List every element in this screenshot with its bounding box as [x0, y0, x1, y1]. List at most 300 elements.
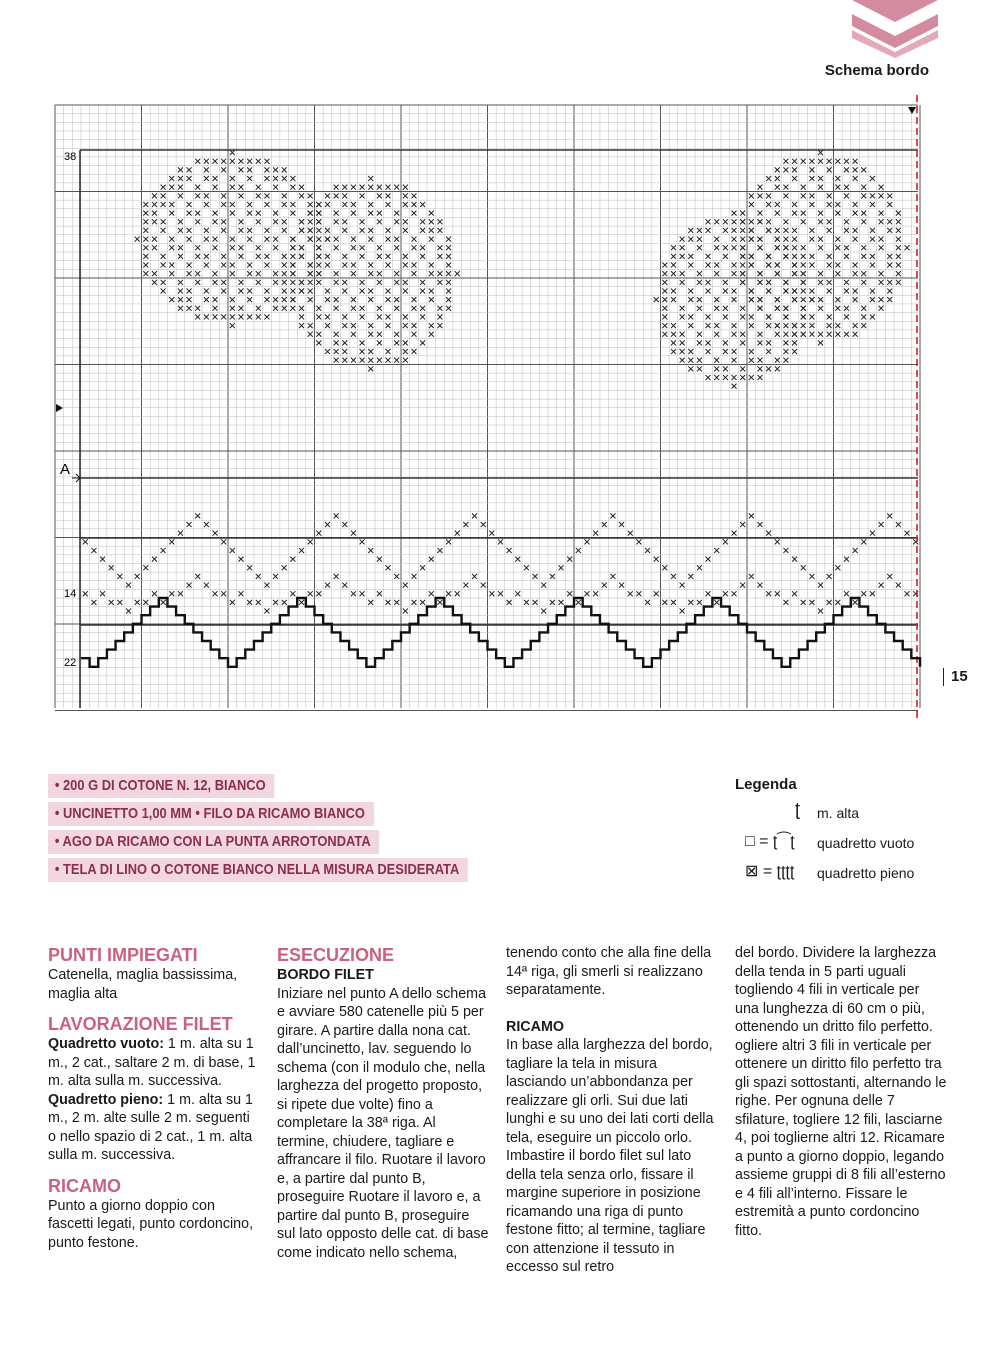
cross-mark — [230, 245, 235, 250]
cross-mark — [723, 245, 728, 250]
cross-mark — [853, 167, 858, 172]
cross-mark — [818, 211, 823, 216]
cross-mark — [437, 228, 442, 233]
cross-mark — [835, 297, 840, 302]
cross-mark — [844, 185, 849, 190]
cross-mark — [394, 306, 399, 311]
cross-mark — [368, 600, 373, 605]
cross-mark — [282, 288, 287, 293]
cross-mark — [187, 202, 192, 207]
cross-mark — [714, 219, 719, 224]
cross-mark — [316, 211, 321, 216]
cross-mark — [187, 271, 192, 276]
cross-mark — [818, 185, 823, 190]
cross-mark — [757, 522, 762, 527]
cross-mark — [870, 263, 875, 268]
legend-label: quadretto vuoto — [817, 835, 915, 851]
cross-mark — [334, 185, 339, 190]
cross-mark — [247, 202, 252, 207]
cross-mark — [273, 176, 278, 181]
cross-mark — [801, 211, 806, 216]
cross-mark — [247, 228, 252, 233]
cross-mark — [809, 167, 814, 172]
cross-mark — [870, 297, 875, 302]
cross-mark — [420, 219, 425, 224]
cross-mark — [195, 574, 200, 579]
cross-mark — [818, 280, 823, 285]
cross-mark — [368, 323, 373, 328]
cross-mark — [870, 314, 875, 319]
cross-mark — [896, 245, 901, 250]
cross-mark — [178, 219, 183, 224]
cross-mark — [775, 591, 780, 596]
cross-mark — [783, 228, 788, 233]
cross-mark — [706, 254, 711, 259]
cross-mark — [386, 202, 391, 207]
cross-mark — [308, 280, 313, 285]
cross-mark — [143, 600, 148, 605]
cross-mark — [342, 219, 347, 224]
cross-mark — [429, 271, 434, 276]
cross-mark — [671, 349, 676, 354]
cross-mark — [334, 219, 339, 224]
cross-mark — [783, 358, 788, 363]
cross-mark — [645, 548, 650, 553]
cross-mark — [775, 306, 780, 311]
cross-mark — [671, 288, 676, 293]
cross-mark — [386, 288, 391, 293]
cross-mark — [697, 280, 702, 285]
cross-mark — [662, 314, 667, 319]
cross-mark — [342, 349, 347, 354]
cross-mark — [308, 219, 313, 224]
cross-mark — [853, 600, 858, 605]
cross-mark — [714, 237, 719, 242]
cross-mark — [334, 349, 339, 354]
cross-mark — [783, 280, 788, 285]
cross-mark — [264, 159, 269, 164]
cross-mark — [697, 358, 702, 363]
cross-mark — [325, 314, 330, 319]
cross-mark — [818, 271, 823, 276]
cross-mark — [887, 513, 892, 518]
cross-mark — [801, 306, 806, 311]
cross-mark — [178, 591, 183, 596]
cross-mark — [844, 159, 849, 164]
cross-mark — [905, 591, 910, 596]
cross-mark — [740, 228, 745, 233]
cross-mark — [169, 176, 174, 181]
cross-mark — [827, 193, 832, 198]
cross-mark — [740, 314, 745, 319]
cross-mark — [204, 583, 209, 588]
cross-mark — [662, 323, 667, 328]
cross-mark — [437, 306, 442, 311]
cross-mark — [732, 263, 737, 268]
cross-mark — [403, 202, 408, 207]
cross-mark — [238, 288, 243, 293]
cross-mark — [143, 263, 148, 268]
cross-mark — [221, 167, 226, 172]
cross-mark — [394, 358, 399, 363]
paragraph-text: 1 m. alta su 1 m., 2 m. alte sulle 2 m. seguenti o nello spazio di 2 cat., 1 m. alta sulla m. successiva. — [48, 1091, 253, 1163]
cross-mark — [792, 202, 797, 207]
cross-mark — [792, 159, 797, 164]
cross-mark — [264, 237, 269, 242]
cross-mark — [325, 202, 330, 207]
cross-mark — [238, 245, 243, 250]
cross-mark — [377, 314, 382, 319]
cross-mark — [230, 314, 235, 319]
cross-mark — [671, 323, 676, 328]
cross-mark — [290, 306, 295, 311]
cross-mark — [809, 297, 814, 302]
cross-mark — [282, 254, 287, 259]
paragraph — [48, 1091, 260, 1165]
cross-mark — [161, 185, 166, 190]
cross-mark — [446, 245, 451, 250]
page-number: 15 — [943, 668, 968, 686]
cross-mark — [757, 375, 762, 380]
cross-mark — [264, 193, 269, 198]
cross-mark — [861, 211, 866, 216]
cross-mark — [411, 245, 416, 250]
cross-mark — [749, 297, 754, 302]
cross-mark — [446, 263, 451, 268]
cross-mark — [238, 193, 243, 198]
cross-mark — [559, 600, 564, 605]
cross-mark — [290, 557, 295, 562]
cross-mark — [342, 583, 347, 588]
point-a-label: A — [60, 461, 71, 478]
cross-mark — [403, 323, 408, 328]
cross-mark — [853, 332, 858, 337]
cross-mark — [749, 202, 754, 207]
cross-mark — [256, 245, 261, 250]
cross-mark — [368, 185, 373, 190]
cross-mark — [273, 574, 278, 579]
cross-mark — [481, 583, 486, 588]
cross-mark — [680, 237, 685, 242]
cross-mark — [732, 332, 737, 337]
cross-mark — [429, 557, 434, 562]
cross-mark — [264, 609, 269, 614]
cross-mark — [178, 193, 183, 198]
cross-mark — [567, 557, 572, 562]
cross-mark — [740, 280, 745, 285]
paragraph: Catenella, maglia bassissima, maglia alta — [48, 967, 238, 1002]
cross-mark — [775, 539, 780, 544]
cross-mark — [671, 574, 676, 579]
cross-mark — [221, 280, 226, 285]
cross-mark — [377, 211, 382, 216]
cross-mark — [143, 271, 148, 276]
cross-mark — [662, 306, 667, 311]
cross-mark — [368, 211, 373, 216]
cross-mark — [792, 591, 797, 596]
cross-mark — [282, 202, 287, 207]
cross-mark — [117, 600, 122, 605]
cross-mark — [861, 323, 866, 328]
cross-mark — [697, 306, 702, 311]
cross-mark — [334, 297, 339, 302]
cross-mark — [827, 314, 832, 319]
cross-mark — [706, 288, 711, 293]
cross-mark — [671, 263, 676, 268]
cross-mark — [697, 340, 702, 345]
cross-mark — [342, 193, 347, 198]
cross-mark — [870, 193, 875, 198]
cross-mark — [697, 297, 702, 302]
cross-mark — [308, 237, 313, 242]
cross-mark — [740, 211, 745, 216]
cross-mark — [861, 193, 866, 198]
cross-mark — [887, 288, 892, 293]
cross-mark — [394, 332, 399, 337]
cross-mark — [697, 237, 702, 242]
cross-mark — [420, 245, 425, 250]
cross-mark — [325, 349, 330, 354]
cross-mark — [377, 358, 382, 363]
cross-mark — [662, 565, 667, 570]
cross-mark — [775, 167, 780, 172]
cross-mark — [749, 574, 754, 579]
cross-mark — [481, 522, 486, 527]
paragraph: tenendo conto che alla fine della 14ª riga, gli smerli si realizzano separatamente. — [506, 945, 712, 998]
cross-mark — [411, 332, 416, 337]
cross-mark — [861, 185, 866, 190]
legend-item — [735, 859, 965, 889]
cross-mark — [308, 591, 313, 596]
cross-mark — [377, 245, 382, 250]
cross-mark — [827, 600, 832, 605]
cross-mark — [429, 263, 434, 268]
cross-mark — [801, 288, 806, 293]
cross-mark — [411, 349, 416, 354]
cross-mark — [308, 288, 313, 293]
cross-mark — [204, 237, 209, 242]
cross-mark — [818, 340, 823, 345]
cross-mark — [195, 245, 200, 250]
cross-mark — [386, 358, 391, 363]
cross-mark — [896, 263, 901, 268]
cross-mark — [602, 583, 607, 588]
cross-mark — [377, 306, 382, 311]
cross-mark — [403, 358, 408, 363]
cross-mark — [740, 522, 745, 527]
cross-mark — [187, 211, 192, 216]
cross-mark — [299, 254, 304, 259]
cross-mark — [827, 202, 832, 207]
cross-mark — [187, 228, 192, 233]
cross-mark — [169, 263, 174, 268]
cross-mark — [403, 193, 408, 198]
cross-mark — [195, 306, 200, 311]
cross-mark — [290, 176, 295, 181]
cross-mark — [316, 280, 321, 285]
cross-mark — [732, 349, 737, 354]
cross-mark — [429, 237, 434, 242]
cross-mark — [152, 280, 157, 285]
cross-mark — [550, 574, 555, 579]
cross-mark — [204, 522, 209, 527]
cross-mark — [247, 600, 252, 605]
cross-mark — [403, 288, 408, 293]
cross-mark — [351, 531, 356, 536]
cross-mark — [429, 332, 434, 337]
cross-mark — [524, 565, 529, 570]
cross-mark — [195, 159, 200, 164]
cross-mark — [740, 366, 745, 371]
cross-mark — [809, 600, 814, 605]
cross-mark — [671, 297, 676, 302]
column-3 — [506, 944, 718, 1277]
cross-mark — [853, 271, 858, 276]
cross-mark — [238, 254, 243, 259]
cross-mark — [420, 254, 425, 259]
cross-mark — [801, 159, 806, 164]
cross-mark — [584, 591, 589, 596]
cross-mark — [749, 323, 754, 328]
cross-mark — [723, 340, 728, 345]
cross-mark — [818, 159, 823, 164]
cross-mark — [844, 591, 849, 596]
cross-mark — [818, 150, 823, 155]
cross-mark — [420, 565, 425, 570]
cross-mark — [316, 237, 321, 242]
cross-mark — [706, 314, 711, 319]
cross-mark — [775, 245, 780, 250]
cross-mark — [835, 271, 840, 276]
cross-mark — [853, 263, 858, 268]
cross-mark — [325, 193, 330, 198]
cross-mark — [818, 609, 823, 614]
legend-title: Legenda — [735, 776, 797, 793]
cross-mark — [446, 254, 451, 259]
cross-mark — [809, 228, 814, 233]
cross-mark — [437, 314, 442, 319]
cross-mark — [238, 557, 243, 562]
cross-mark — [654, 557, 659, 562]
cross-mark — [870, 228, 875, 233]
cross-mark — [429, 288, 434, 293]
cross-mark — [576, 600, 581, 605]
cross-mark — [420, 288, 425, 293]
cross-mark — [905, 245, 910, 250]
cross-mark — [723, 314, 728, 319]
cross-mark — [757, 185, 762, 190]
cross-mark — [714, 263, 719, 268]
cross-mark — [308, 323, 313, 328]
cross-mark — [706, 591, 711, 596]
cross-mark — [827, 159, 832, 164]
cross-mark — [394, 280, 399, 285]
cross-mark — [351, 306, 356, 311]
cross-mark — [792, 211, 797, 216]
cross-mark — [827, 332, 832, 337]
cross-mark — [152, 237, 157, 242]
cross-mark — [360, 539, 365, 544]
cross-mark — [360, 228, 365, 233]
cross-mark — [204, 228, 209, 233]
cross-mark — [801, 600, 806, 605]
cross-mark — [394, 340, 399, 345]
start-arrow-icon — [908, 107, 916, 114]
cross-mark — [178, 280, 183, 285]
cross-mark — [256, 219, 261, 224]
material-item: • TELA DI LINO O COTONE BIANCO NELLA MISURA DESIDERATA — [48, 858, 468, 882]
cross-mark — [732, 323, 737, 328]
cross-mark — [238, 185, 243, 190]
cross-mark — [368, 358, 373, 363]
cross-mark — [879, 522, 884, 527]
cross-mark — [308, 228, 313, 233]
cross-mark — [489, 531, 494, 536]
cross-mark — [766, 193, 771, 198]
cross-mark — [827, 254, 832, 259]
cross-mark — [230, 600, 235, 605]
cross-mark — [662, 332, 667, 337]
cross-mark — [706, 263, 711, 268]
cross-mark — [775, 366, 780, 371]
cross-mark — [368, 548, 373, 553]
cross-mark — [801, 193, 806, 198]
cross-mark — [360, 591, 365, 596]
cross-mark — [325, 522, 330, 527]
cross-mark — [766, 340, 771, 345]
cross-mark — [334, 245, 339, 250]
cross-mark — [472, 574, 477, 579]
cross-mark — [230, 211, 235, 216]
cross-mark — [749, 237, 754, 242]
cross-mark — [213, 176, 218, 181]
cross-mark — [264, 297, 269, 302]
cross-mark — [169, 271, 174, 276]
cross-mark — [368, 271, 373, 276]
cross-mark — [757, 366, 762, 371]
cross-mark — [801, 263, 806, 268]
cross-mark — [316, 332, 321, 337]
cross-mark — [515, 591, 520, 596]
cross-mark — [853, 548, 858, 553]
cross-mark — [256, 306, 261, 311]
cross-mark — [757, 219, 762, 224]
cross-mark — [827, 228, 832, 233]
cross-mark — [809, 314, 814, 319]
cross-mark — [178, 288, 183, 293]
cross-mark — [498, 539, 503, 544]
cross-mark — [654, 297, 659, 302]
cross-mark — [610, 574, 615, 579]
cross-mark — [342, 288, 347, 293]
cross-mark — [792, 167, 797, 172]
cross-mark — [879, 583, 884, 588]
heading-punti-impiegati: PUNTI IMPIEGATI — [48, 945, 198, 965]
cross-mark — [463, 583, 468, 588]
cross-mark — [844, 245, 849, 250]
cross-mark — [437, 254, 442, 259]
cross-mark — [334, 271, 339, 276]
cross-mark — [282, 271, 287, 276]
cross-mark — [844, 219, 849, 224]
cross-mark — [178, 254, 183, 259]
cross-mark — [325, 254, 330, 259]
cross-mark — [446, 591, 451, 596]
cross-mark — [792, 176, 797, 181]
cross-mark — [143, 245, 148, 250]
cross-mark — [697, 565, 702, 570]
filled-square-icon: ⊠ = ʈʈʈʈ — [745, 863, 795, 880]
